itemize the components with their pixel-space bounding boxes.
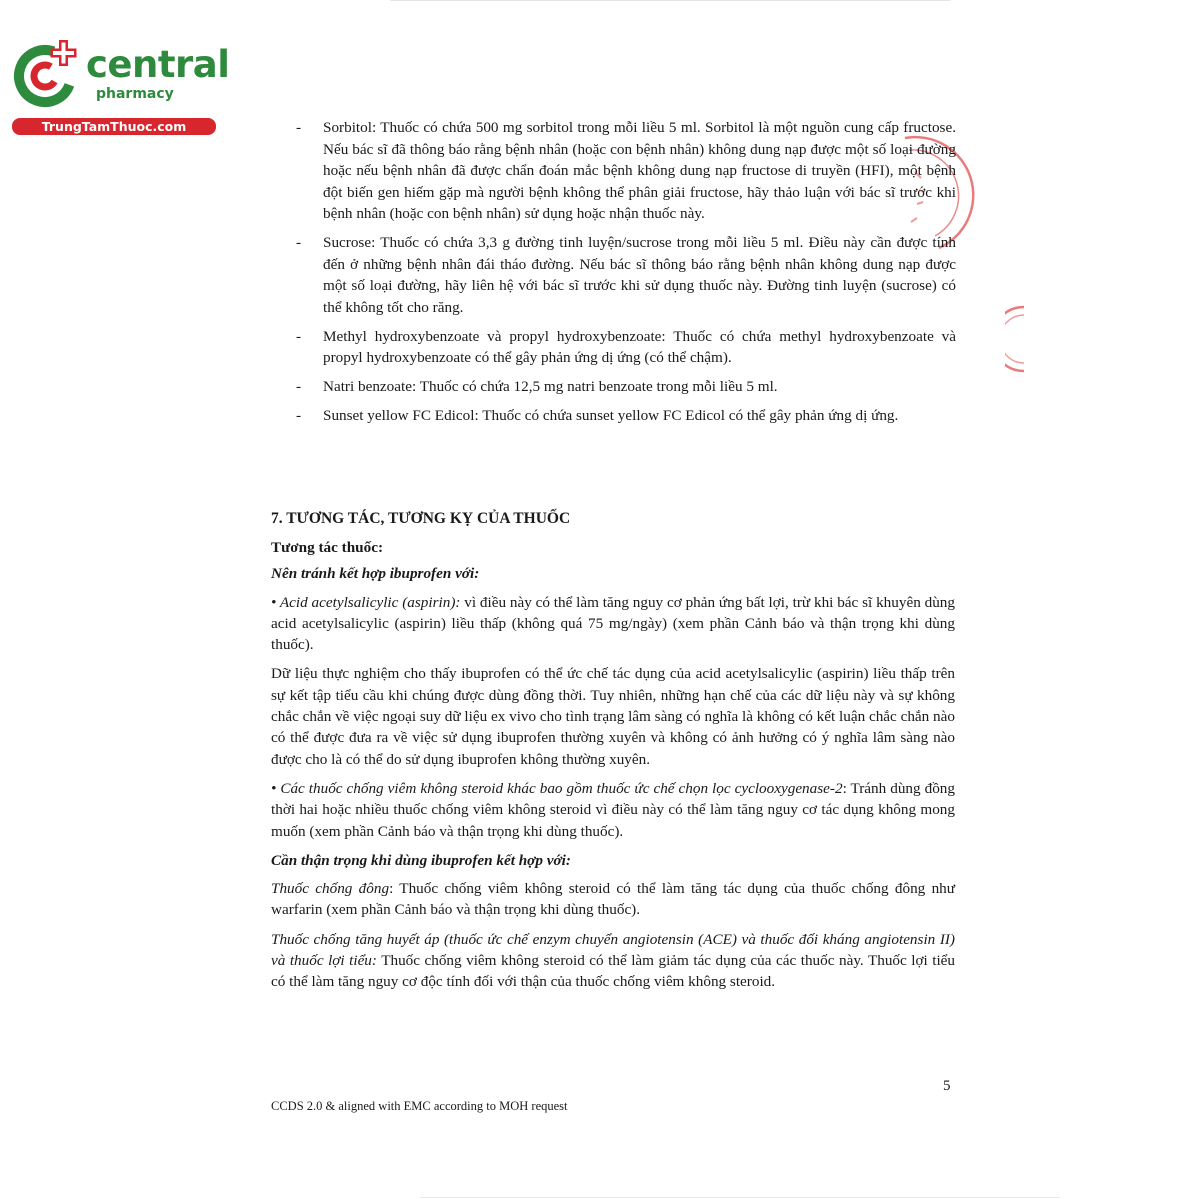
logo-mark-icon <box>10 38 86 114</box>
page-number: 5 <box>943 1078 951 1094</box>
section-title: 7. TƯƠNG TÁC, TƯƠNG KỴ CỦA THUỐC <box>271 510 571 527</box>
anticoagulant-lead: Thuốc chống đông <box>271 880 390 898</box>
logo-name: central <box>86 43 230 86</box>
excipient-text: Sorbitol: Thuốc có chứa 500 mg sorbitol trong mỗi liều 5 ml. Sorbitol là một nguồn cung cấp fructose. Nếu bác sĩ đã thông báo rằng bệnh nhân (hoặc con bệnh nhân) không dung nạp được một số loại đường hoặc nếu bệnh nhân đã được chẩn đoán mắc bệnh không dung nạp fructose di truyền (HFI), một bệnh đột biến gen hiếm gặp mà người bệnh không thể phân giải fructose, hãy thảo luận với bác sĩ trước khi bệnh nhân (hoặc con bệnh nhân) sử dụng hoặc nhận thuốc này. <box>323 119 956 222</box>
antihypertensive-lead: Thuốc chống tăng huyết áp (thuốc ức chế enzym chuyển angiotensin (ACE) và thuốc đối kháng angiotensin II) và thuốc lợi tiểu: <box>271 930 955 970</box>
nsaid-lead: • Các thuốc chống viêm không steroid khác bao gồm thuốc ức chế chọn lọc cyclooxygenase-2 <box>271 779 843 797</box>
avoid-combination-heading: Nên tránh kết hợp ibuprofen với: <box>271 565 480 583</box>
footer-note: CCDS 2.0 & aligned with EMC according to MOH request <box>271 1099 568 1113</box>
nsaid-paragraph <box>271 778 955 842</box>
dash-marker: - <box>296 407 302 424</box>
excipient-text: Methyl hydroxybenzoate và propyl hydroxybenzoate: Thuốc có chứa methyl hydroxybenzoate và propyl hydroxybenzoate có thể gây phản ứng dị ứng (có thể chậm). <box>323 327 956 366</box>
page-top-rule <box>390 0 950 1</box>
list-item <box>296 232 956 318</box>
aspirin-text: vì điều này có thể làm tăng nguy cơ phản ứng bất lợi, trừ khi bác sĩ khuyên dùng acid acetylsalicylic (aspirin) liều thấp (không quá 75 mg/ngày) (xem phần Cảnh báo và thận trọng khi dùng thuốc). <box>271 593 955 654</box>
nsaid-text: : Tránh dùng đồng thời hai hoặc nhiều thuốc chống viêm không steroid vì điều này có thể làm tăng nguy cơ tác dụng không mong muốn (xem phần Cảnh báo và thận trọng khi dùng thuốc). <box>271 779 955 840</box>
drug-interactions-subheading: Tương tác thuốc: <box>271 539 384 556</box>
experimental-data-paragraph: Dữ liệu thực nghiệm cho thấy ibuprofen có thể ức chế tác dụng của acid acetylsalicylic (aspirin) liều thấp trên sự kết tập tiểu cầu khi chúng được dùng đồng thời. Tuy nhiên, những hạn chế của các dữ liệu này và sự không chắc chắn về việc ngoại suy dữ liệu ex vivo cho tình trạng lâm sàng có nghĩa là không có kết luận chắc chắn nào có thể được đưa ra về việc sử dụng ibuprofen thường xuyên và không có ảnh hưởng có ý nghĩa lâm sàng nào được cho là có thể do sử dụng ibuprofen không thường xuyên. <box>271 665 955 768</box>
logo-website-badge[interactable]: TrungTamThuoc.com <box>12 118 216 135</box>
antihypertensive-paragraph <box>271 929 955 993</box>
aspirin-paragraph <box>271 592 955 656</box>
list-item <box>296 117 956 225</box>
dash-marker: - <box>296 234 302 251</box>
interactions-section <box>271 507 955 1001</box>
antihypertensive-text: Thuốc chống viêm không steroid có thể làm giảm tác dụng của các thuốc này. Thuốc lợi tiểu có thể làm tăng nguy cơ độc tính đối với thận của thuốc chống viêm không steroid. <box>271 952 956 991</box>
caution-combination-heading: Cần thận trọng khi dùng ibuprofen kết hợp với: <box>271 851 571 869</box>
dash-marker: - <box>296 327 302 345</box>
excipient-text: Sucrose: Thuốc có chứa 3,3 g đường tinh luyện/sucrose trong mỗi liều 5 ml. Điều này cần được tính đến ở những bệnh nhân đái tháo đường. Nếu bác sĩ thông báo rằng bệnh nhân không dung nạp được một số loại đường, hãy liên hệ với bác sĩ trước khi sử dụng thuốc này. Đường tinh luyện (sucrose) có thể không tốt cho răng. <box>323 234 956 316</box>
logo-subtitle: pharmacy <box>96 86 174 102</box>
list-item <box>296 326 956 369</box>
aspirin-lead: • Acid acetylsalicylic (aspirin): <box>271 593 461 611</box>
dash-marker: - <box>296 119 302 136</box>
excipient-list <box>296 117 956 434</box>
anticoagulant-paragraph <box>271 878 955 921</box>
anticoagulant-text: : Thuốc chống viêm không steroid có thể làm tăng tác dụng của thuốc chống đông như warfarin (xem phần Cảnh báo và thận trọng khi dùng thuốc). <box>271 880 955 919</box>
page-bottom-rule <box>420 1197 1060 1198</box>
dash-marker: - <box>296 378 302 395</box>
excipient-text: Sunset yellow FC Edicol: Thuốc có chứa sunset yellow FC Edicol có thể gây phản ứng dị ứng. <box>323 407 899 424</box>
central-pharmacy-logo[interactable] <box>8 38 230 138</box>
excipient-text: Natri benzoate: Thuốc có chứa 12,5 mg natri benzoate trong mỗi liều 5 ml. <box>323 378 778 395</box>
edge-stamp-icon <box>1005 305 1025 375</box>
list-item <box>296 405 956 427</box>
list-item <box>296 376 956 398</box>
